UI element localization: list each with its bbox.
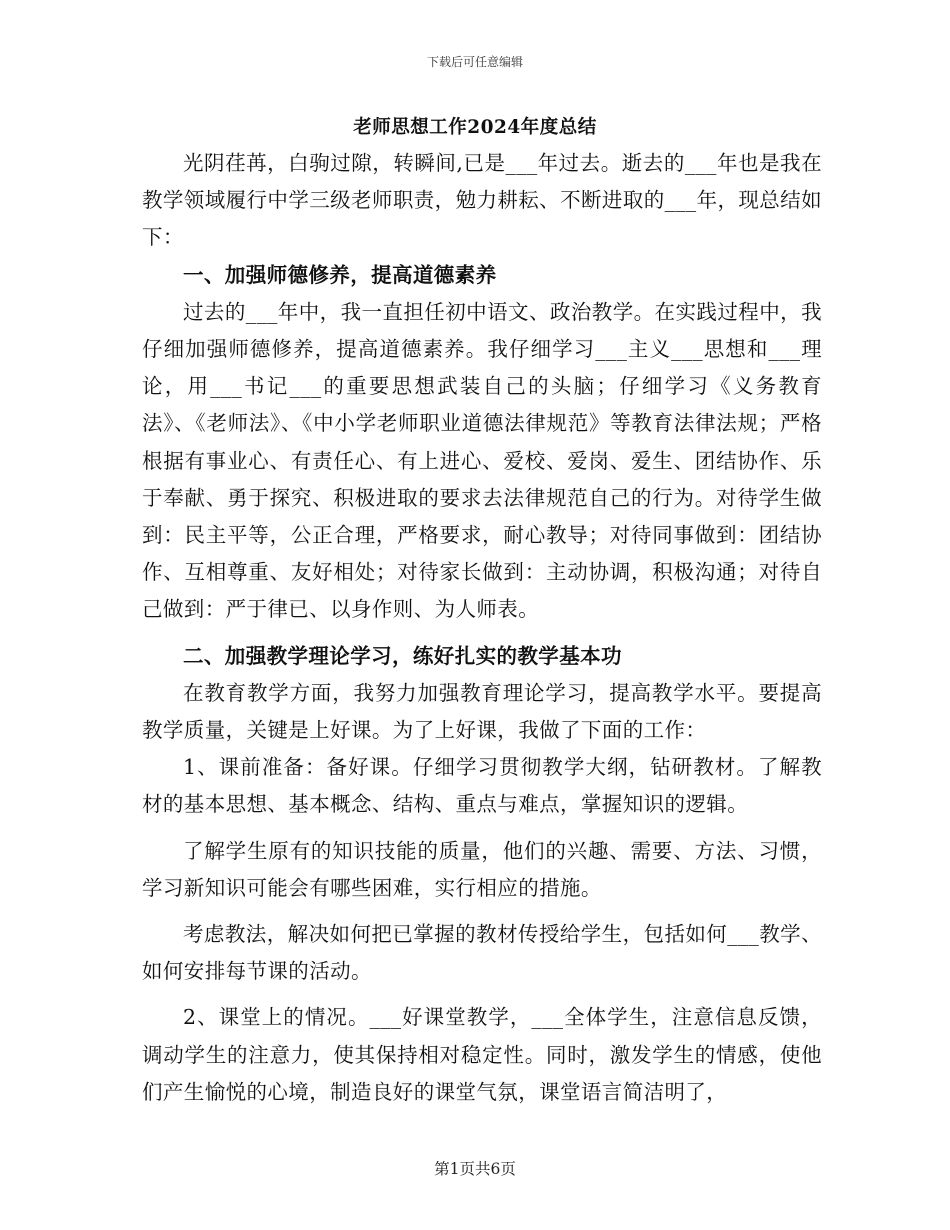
paragraph-teaching-theory: 在教育教学方面，我努力加强教育理论学习，提高教学水平。要提高教学质量，关键是上好课。为了上好课，我做了下面的工作： [142, 680, 822, 743]
paragraph-lesson-prep: 1、课前准备：备好课。仔细学习贯彻教学大纲，钻研教材。了解教材的基本思想、基本概念、结构、重点与难点，掌握知识的逻辑。 [142, 755, 822, 817]
section-heading-2: 二、加强教学理论学习，练好扎实的教学基本功 [183, 643, 622, 668]
document-body [142, 145, 822, 1111]
page-header-note: 下载后可任意编辑 [426, 55, 523, 69]
page-number-footer: 第1页共6页 [434, 1160, 516, 1178]
paragraph-intro: 光阴荏苒，白驹过隙，转瞬间,已是___年过去。逝去的___年也是我在教学领域履行中学三级老师职责，勉力耕耘、不断进取的___年，现总结如下： [142, 151, 822, 250]
paragraph-classroom: 2、课堂上的情况。___好课堂教学，___全体学生，注意信息反馈，调动学生的注意力，使其保持相对稳定性。同时，激发学生的情感，使他们产生愉悦的心境，制造良好的课堂气氛，课堂语言简洁明了， [142, 1005, 822, 1104]
paragraph-ethics: 过去的___年中，我一直担任初中语文、政治教学。在实践过程中，我仔细加强师德修养，提高道德素养。我仔细学习___主义___思想和___理论，用___书记___的重要思想武装自己的头脑；仔细学习《义务教育法》、《老师法》、《中小学老师职业道德法律规范》等教育法律法规；严格根据有事业心、有责任心、有上进心、爱校、爱岗、爱生、团结协作、乐于奉献、勇于探究、积极进取的要求去法律规范自己的行为。对待学生做到：民主平等，公正合理，严格要求，耐心教导；对待同事做到：团结协作、互相尊重、友好相处；对待家长做到：主动协调，积极沟通；对待自己做到：严于律已、以身作则、为人师表。 [142, 299, 822, 622]
section-heading-1: 一、加强师德修养，提高道德素养 [183, 262, 497, 287]
paragraph-know-students: 了解学生原有的知识技能的质量，他们的兴趣、需要、方法、习惯，学习新知识可能会有哪些困难，实行相应的措施。 [142, 838, 822, 900]
paragraph-teaching-method: 考虑教法，解决如何把已掌握的教材传授给学生，包括如何___教学、如何安排每节课的活动。 [142, 922, 822, 984]
document-title: 老师思想工作2024年度总结 [353, 117, 597, 138]
